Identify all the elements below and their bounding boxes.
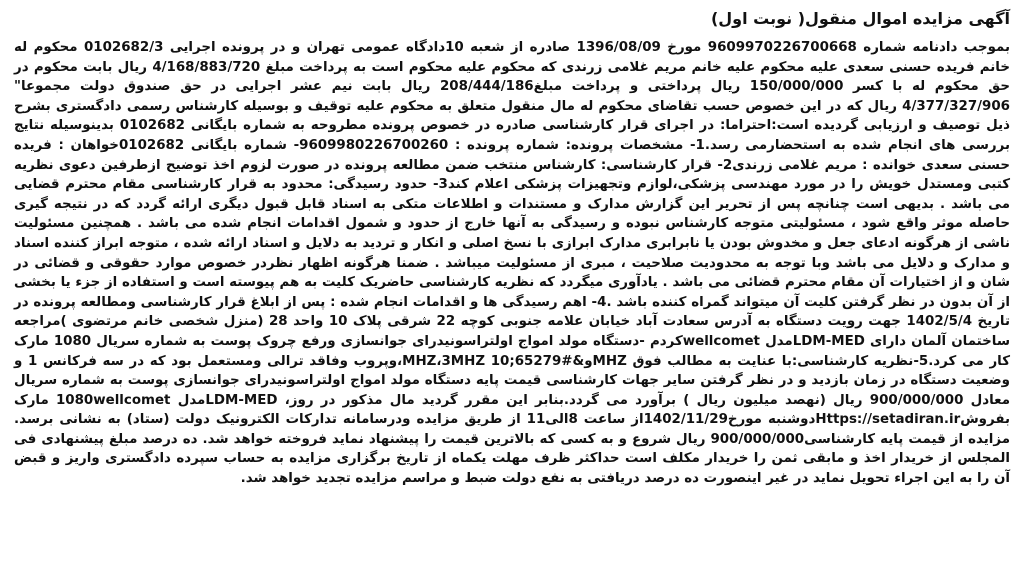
notice-body: بموجب دادنامه شماره 9609970226700668 مورخ 1396/08/09 صادره از شعبه 10دادگاه عمومی تهران و در پرونده اجرایی 0102682/3 محکوم له خانم فریده حسنی سعدی علیه محکوم علیه خانم مریم غلامی زرندی که محکوم علیه محکوم است به پرداخت مبلغ 4/168/883/720 ریال بابت محکوم در حق محکوم له با کسر 150/000/000 ریال پرداختی و پرداخت مبلغ208/444/186 ریال بابت نیم عشر اجرایی در حق صندوق دولت مجموعا" 4/377/327/906 ریال که در این خصوص حسب تقاضای محکوم له مال منقول متعلق به محکوم علیه توقیف و بوسیله کارشناس رسمی دادگستری بشرح ذیل توصیف و ارزیابی گردیده است:احتراما: در اجرای قرار کارشناسی صادره در خصوص پرونده مطروحه به شماره بایگانی 0102682 بدینوسیله نتایج بررسی های انجام شده به استحضارمی رسد.1- مشخصات پرونده: شماره پرونده : 9609980226700260- شماره بایگانی 0102682خواهان : فریده حسنی سعدی خوانده : مریم غلامی زرندی2- قرار کارشناسی: کارشناس منتخب ضمن مطالعه پرونده در صورت لزوم اخذ توضیح ازطرفین دعوی نظریه کتبی ومستدل خویش را در مورد مهندسی پزشکی،لوازم وتجهیزات پزشکی اعلام کند3- حدود رسیدگی: محدود به قرار کارشناسی مقام محترم قضایی می باشد . بدیهی است چنانچه پس از تحریر این گزارش مدارک و مستندات و اطلاعات متکی به اسناد قابل قبول دیگری ارائه گردد که در نتیجه گیری حاصله موثر واقع شود ، مسئولیتی متوجه کارشناس نبوده و رسیدگی به آنها خارج از حدود و شمول اقدامات انجام شده می باشد . همچنین مسئولیت ناشی از هرگونه ادعای جعل و مخدوش بودن یا نابرابری مدارک ابرازی با نسخ اصلی و انکار و تردید به دلایل و اسناد ارائه شده ، متوجه ابراز کننده اسناد و مدارک و دلایل می باشد وبا توجه به محدودیت صلاحیت ، مبری از مسئولیت میباشد . ضمنا هرگونه اظهار نظردر خصوص موارد حقوقی و قضائی در شان و از اختیارات آن مقام محترم قضائی می باشد . یادآوری میگردد که نظریه کارشناسی حاضریک کلیت به هم پیوسته است و استفاده از جزء یا بخشی از آن بدون در نظر گرفتن کلیت آن میتواند گمراه کننده باشد .4- اهم رسیدگی ها و اقدامات انجام شده : پس از ابلاغ قرار کارشناسی ومطالعه پرونده در تاریخ 1402/5/4 جهت رویت دستگاه به آدرس سعادت آباد خیابان علامه جنوبی کوچه 22 شرقی پلاک 10 واحد 28 (منزل شخصی خانم مرتضوی )مراجعه ساختمان آلمان دارای LDM-MEDمدل wellcometکردم -دستگاه مولد امواج اولتراسونیدرای جوانسازی ورفع چروک پوست به شماره سریال 1080 مارک کار می کرد.5-نظریه کارشناسی:با عنایت به مطالب فوق MHZو&#65279;10 MHZ،3MHZ،وپروب وفاقد ترالی ومستعمل بود که در سه فرکانس 1 و وضعیت دستگاه در زمان بازدید و در نظر گرفتن سایر جهات کارشناسی قیمت پایه دستگاه مولد امواج اولتراسونیدرای جوانسازی پوست به شماره سریال معادل 900/000/000 ریال (نهصد میلیون ریال ) برآورد می گردد.بنابر این مقرر گردید مال مذکور در روز، LDM-MEDمدل 1080wellcomet مارک بفروشHttps://setadiran.irدوشنبه مورخ1402/11/29از ساعت 8الی11 از طریق مزایده ودرسامانه تدارکات الکترونیک دولت (ستاد) به نشانی برسد. مزایده از قیمت پایه کارشناسی900/000/000 ریال شروع و به کسی که بالاترین قیمت را پیشنهاد نماید فروخته خواهد شد. ده درصد مبلغ پیشنهادی فی المجلس از خریدار اخذ و مابقی ثمن را خریدار مکلف است حداکثر ظرف مهلت یکماه از تاریخ برگزاری مزایده به حساب سپرده دادگستری واریز و قبض آن را به این اجراء تحویل نماید در غیر اینصورت ده درصد دریافتی به نفع دولت ضبط و مراسم مزایده تجدید خواهد شد. (14, 40, 1011, 487)
notice-title: آگهی مزایده اموال منقول( نوبت اول) (710, 9, 1010, 28)
